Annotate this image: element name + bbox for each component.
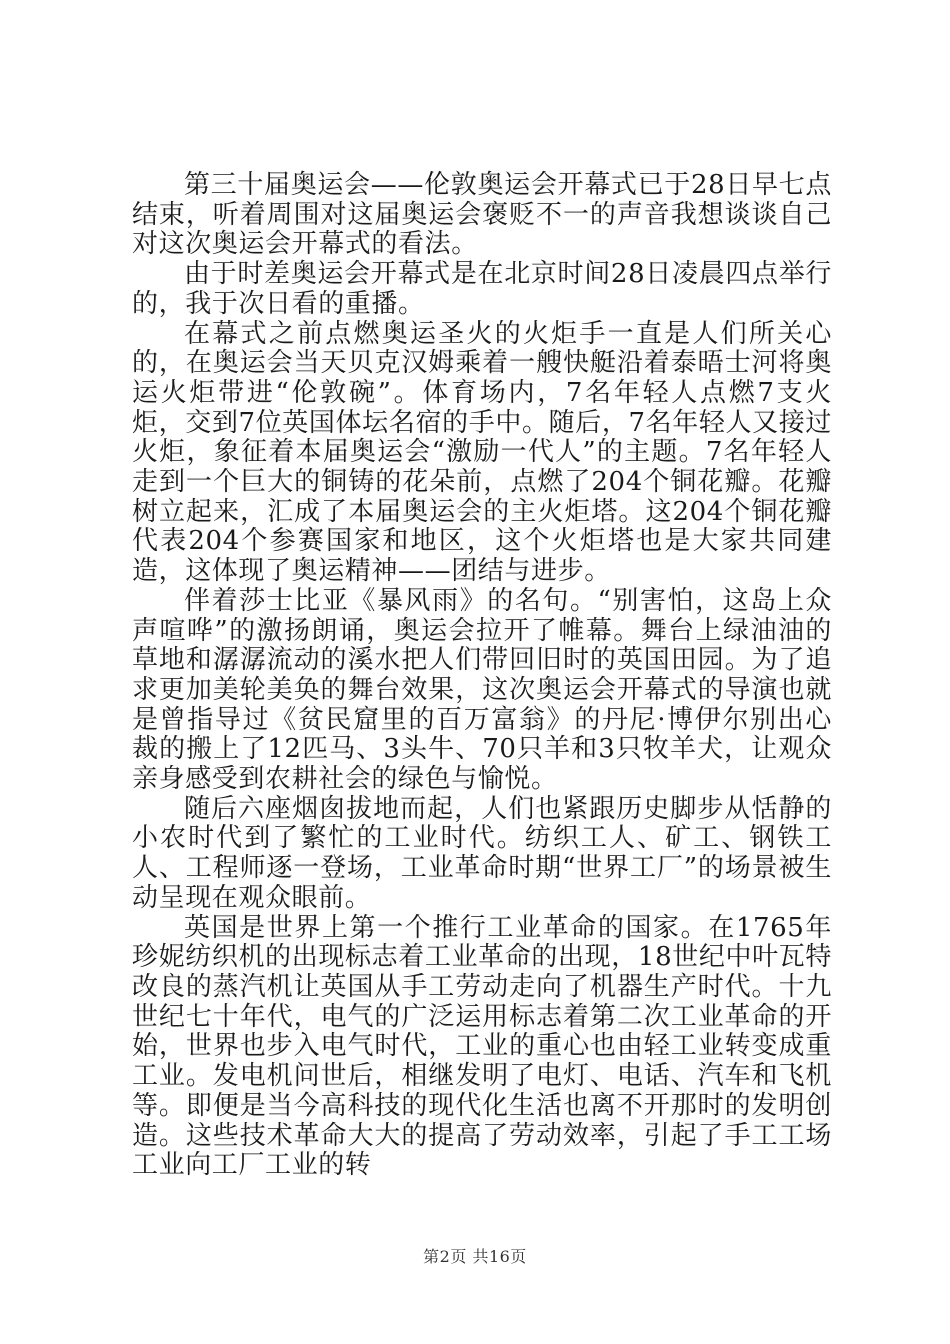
paragraph: 英国是世界上第一个推行工业革命的国家。在1765年珍妮纺织机的出现标志着工业革命的出现，18世纪中叶瓦特改良的蒸汽机让英国从手工劳动走向了机器生产时代。十九世纪七十年代，电气的广泛运用标志着第二次工业革命的开始，世界也步入电气时代，工业的重心也由轻工业转变成重工业。发电机问世后，相继发明了电灯、电话、汽车和飞机等。即便是当今高科技的现代化生活也离不开那时的发明创造。这些技术革命大大的提高了劳动效率，引起了手工工场工业向工厂工业的转 — [132, 912, 832, 1181]
document-body — [132, 171, 832, 1181]
paragraph: 第三十届奥运会——伦敦奥运会开幕式已于28日早七点结束，听着周围对这届奥运会褒贬不一的声音我想谈谈自己对这次奥运会开幕式的看法。 — [132, 170, 832, 260]
paragraph: 随后六座烟囱拔地而起，人们也紧跟历史脚步从恬静的小农时代到了繁忙的工业时代。纺织工人、矿工、钢铁工人、工程师逐一登场，工业革命时期“世界工厂”的场景被生动呈现在观众眼前。 — [132, 793, 832, 913]
paragraph: 在幕式之前点燃奥运圣火的火炬手一直是人们所关心的，在奥运会当天贝克汉姆乘着一艘快艇沿着泰晤士河将奥运火炬带进“伦敦碗”。体育场内，7名年轻人点燃7支火炬，交到7位英国体坛名宿的手中。随后，7名年轻人又接过火炬，象征着本届奥运会“激励一代人”的主题。7名年轻人走到一个巨大的铜铸的花朵前，点燃了204个铜花瓣。花瓣树立起来，汇成了本届奥运会的主火炬塔。这204个铜花瓣代表204个参赛国家和地区，这个火炬塔也是大家共同建造，这体现了奥运精神——团结与进步。 — [132, 318, 832, 587]
paragraph: 由于时差奥运会开幕式是在北京时间28日凌晨四点举行的，我于次日看的重播。 — [132, 259, 832, 319]
paragraph: 伴着莎士比亚《暴风雨》的名句。“别害怕，这岛上众声喧哗”的激扬朗诵，奥运会拉开了帷幕。舞台上绿油油的草地和潺潺流动的溪水把人们带回旧时的英国田园。为了追求更加美轮美奂的舞台效果，这次奥运会开幕式的导演也就是曾指导过《贫民窟里的百万富翁》的丹尼·博伊尔别出心裁的搬上了12匹马、3头牛、70只羊和3只牧羊犬，让观众亲身感受到农耕社会的绿色与愉悦。 — [132, 585, 832, 795]
page-number-footer: 第2页 共16页 — [423, 1247, 527, 1266]
